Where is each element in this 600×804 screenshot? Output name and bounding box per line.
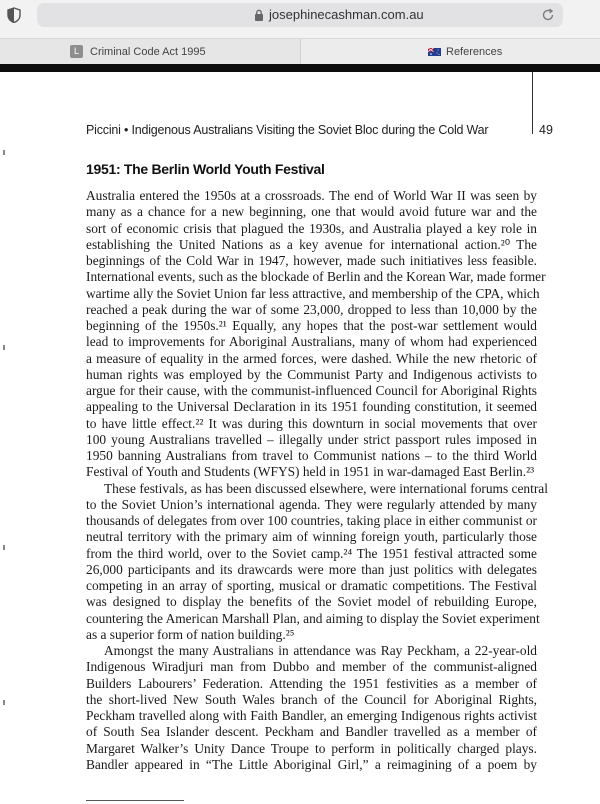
text-line: to have little effect.²² It was during this downturn in social movements that over <box>86 415 537 431</box>
tab-criminal-code[interactable] <box>0 39 301 65</box>
text-line: the short-lived New South Wales branch of the Council for Aboriginal Rights, <box>86 691 537 707</box>
text-line: lead to improvements for Aboriginal Australians, many of whom had experienced <box>86 334 537 350</box>
text-line: to the Soviet Union’s international agenda. They were regularly attended by many <box>86 496 537 512</box>
text-line: neutral territory with the primary aim of winning foreign youth, particularly those <box>86 529 537 545</box>
text-line: Amongst the many Australians in attendance was Ray Peckham, a 22-year-old <box>104 643 537 658</box>
australia-flag-icon <box>428 48 441 56</box>
shield-icon[interactable] <box>7 7 21 23</box>
tab-label: Criminal Code Act 1995 <box>90 46 206 58</box>
tab-label: References <box>446 46 503 58</box>
text-line: wartime ally the Soviet Union far less attractive, and membership of the CPA, which <box>86 285 540 301</box>
text-line: 1950 banning Australians from travel to Communist nations – to the third World <box>86 448 537 463</box>
site-letter-icon: L <box>70 45 83 58</box>
text-line: appealing to the Universal Declaration in its 1951 founding constitution, it seemed <box>86 399 537 415</box>
text-line: Australia entered the 1950s at a crossroads. The end of World War II was seen by <box>86 188 537 203</box>
margin-rule <box>532 72 533 134</box>
text-line: human rights was employed by the Communist Party and Indigenous activists to <box>86 366 537 382</box>
url-text: josephinecashman.com.au <box>269 7 424 22</box>
text-line: was designed to display the benefits of the Soviet model of rebuilding Europe, <box>86 594 537 610</box>
text-line: a measure of equality in the armed forces, were dashed. While the new rhetoric of <box>86 350 537 366</box>
text-line: from the third world, over to the Soviet camp.²⁴ The 1951 festival attracted some <box>86 545 537 561</box>
text-line: Peckham travelled along with Faith Bandler, an emerging Indigenous rights activist <box>86 708 537 723</box>
address-bar[interactable] <box>37 3 563 27</box>
text-line: Margaret Walker’s Unity Dance Troupe to perform in politically charged plays. <box>86 740 537 756</box>
text-line: Bandler appeared in “The Little Aboriginal Girl,” a reimagining of a poem by <box>86 756 537 772</box>
text-line: competing in an array of sporting, musical or dramatic competitions. The Festival <box>86 578 537 593</box>
text-line: reached a peak during the war of some 23,000, dropped to less than 10,000 by the <box>86 301 537 317</box>
text-line: establishing the United Nations as a key avenue for international action.²⁰ The <box>86 236 537 252</box>
text-line: Indigenous Wiradjuri man from Dubbo and member of the communist-aligned <box>86 659 537 675</box>
text-line: argue for their cause, with the communist-influenced Council for Aboriginal Rights <box>86 383 537 398</box>
text-line: 26,000 participants and its drawcards were more than just politics with delegates <box>86 561 537 577</box>
footnote-rule <box>86 800 184 801</box>
text-line: of South Sea Islander descent. Peckham and Bandler travelled as a member of <box>86 724 537 740</box>
section-heading: 1951: The Berlin World Youth Festival <box>86 161 325 177</box>
text-line: many as a chance for a new beginning, one that would avoid future war and the <box>86 204 537 220</box>
text-line: beginnings of the Cold War in 1947, however, made such initiatives less feasible. <box>86 253 537 268</box>
tab-references[interactable] <box>300 39 600 65</box>
text-line: Builders Labourers’ Federation. Attending the 1951 festivities as a member of <box>86 675 537 691</box>
reload-icon[interactable] <box>541 8 555 22</box>
tab-bar <box>0 38 600 65</box>
page-number: 49 <box>539 123 553 137</box>
text-line: beginning of the 1950s.²¹ Equally, any hopes that the post-war settlement would <box>86 318 537 333</box>
text-line: Festival of Youth and Students (WFYS) held in 1951 in war-damaged East Berlin.²³ <box>86 464 535 480</box>
article-body <box>86 188 548 773</box>
text-line: sort of economic crisis that plagued the 1930s, and Australia played a key role in <box>86 220 537 236</box>
lock-icon <box>254 9 264 21</box>
margin-mark <box>3 545 5 550</box>
margin-mark <box>3 700 5 705</box>
text-line: International events, such as the blockade of Berlin and the Korean War, made former <box>86 269 546 285</box>
page-top-edge <box>0 64 600 72</box>
running-head: Piccini • Indigenous Australians Visiting the Soviet Bloc during the Cold War <box>86 123 489 137</box>
browser-chrome <box>0 0 600 64</box>
text-line: These festivals, as has been discussed elsewhere, were international forums central <box>104 480 548 496</box>
text-line: 100 young Australians travelled – illegally under strict passport rules imposed in <box>86 431 537 447</box>
margin-mark <box>3 345 5 350</box>
margin-mark <box>3 150 5 155</box>
text-line: as a superior form of nation building.²⁵ <box>86 626 295 642</box>
text-line: thousands of delegates from over 100 countries, taking place in either communist or <box>86 513 537 528</box>
text-line: countering the American Marshall Plan, and aiming to display the Soviet experiment <box>86 610 540 626</box>
